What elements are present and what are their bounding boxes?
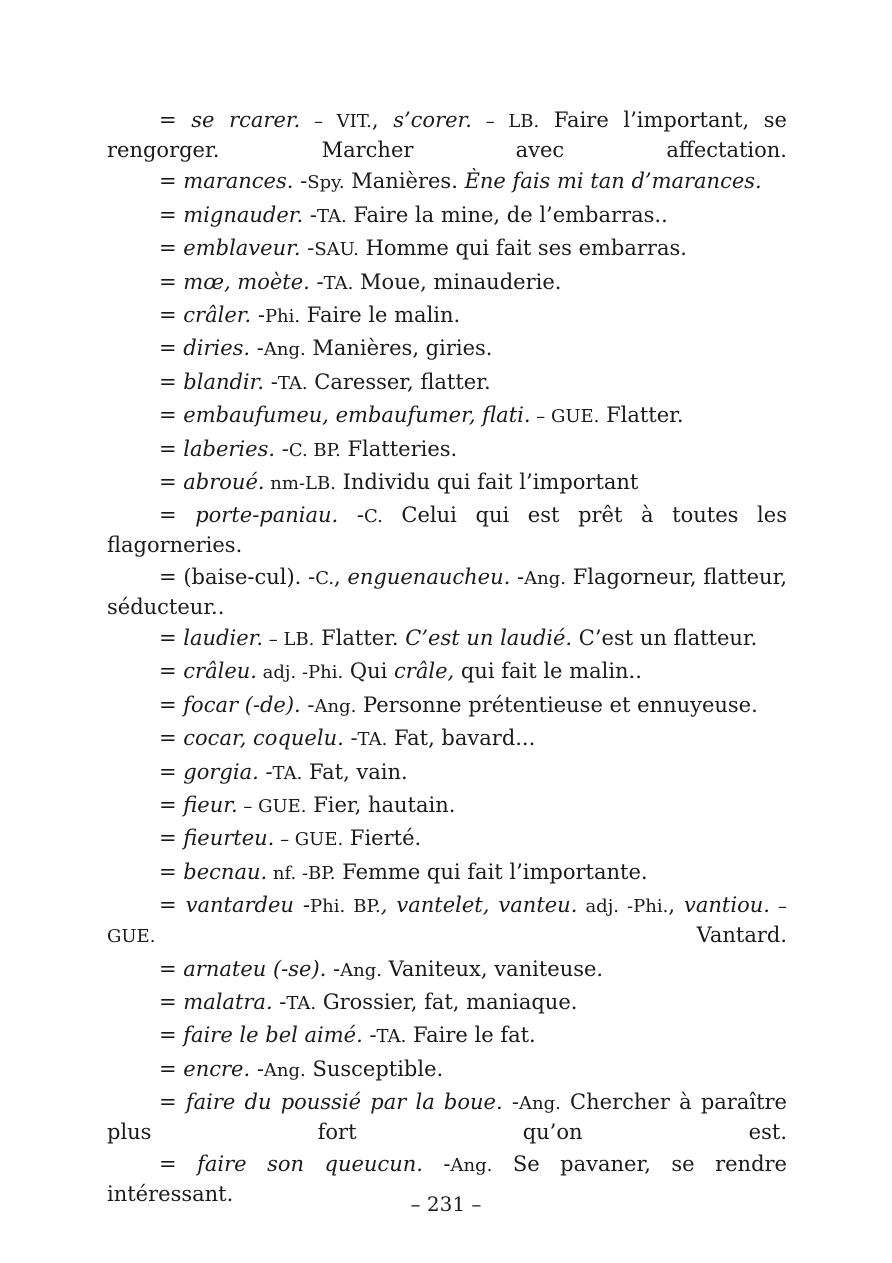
source-abbrev: – LB. bbox=[263, 629, 315, 651]
source-abbrev: – VIT. bbox=[300, 111, 372, 132]
source-abbrev: Ang. bbox=[263, 1059, 306, 1081]
definition-text: Faire l’important, se rengorger. Marcher avec affectation. bbox=[107, 108, 787, 162]
definition-text: Se pavaner, se rendre intéressant. bbox=[107, 1151, 787, 1206]
source-abbrev: Ang. bbox=[314, 695, 357, 717]
dialect-term: cocar, coquelu. bbox=[183, 726, 344, 751]
definition-text: = bbox=[159, 108, 192, 132]
source-abbrev: TA. bbox=[316, 205, 347, 227]
definition-text: - bbox=[343, 726, 358, 751]
glossary-entries bbox=[107, 106, 787, 1211]
definition-text: Caresser, flatter. bbox=[307, 369, 491, 394]
source-abbrev: SAU. bbox=[314, 239, 359, 261]
source-abbrev: TA. bbox=[357, 729, 388, 751]
glossary-entry bbox=[107, 657, 787, 687]
definition-text: Individu qui fait l’important bbox=[335, 469, 639, 494]
glossary-entry bbox=[107, 468, 787, 498]
dialect-term: encre. bbox=[183, 1056, 251, 1081]
dialect-term: faire du poussié par la boue. bbox=[185, 1090, 503, 1115]
definition-text: = bbox=[159, 369, 184, 394]
definition-text: , bbox=[371, 108, 394, 132]
dialect-term: emblaveur. bbox=[183, 236, 301, 261]
definition-text: = bbox=[159, 759, 184, 784]
definition-text: - bbox=[422, 1151, 451, 1176]
dialect-term: laberies. bbox=[183, 436, 276, 461]
definition-text: Moue, minauderie. bbox=[353, 269, 562, 294]
definition-text: - bbox=[362, 1023, 377, 1048]
definition-text: = bbox=[159, 469, 184, 494]
definition-text: Susceptible. bbox=[305, 1056, 444, 1081]
glossary-entry bbox=[107, 167, 787, 197]
glossary-entry bbox=[107, 691, 787, 721]
definition-text: Fat, vain. bbox=[302, 759, 408, 784]
glossary-entry bbox=[107, 201, 787, 231]
definition-text: = bbox=[159, 503, 196, 528]
dialect-term: crâler. bbox=[183, 302, 252, 327]
dialect-term: becnau. bbox=[183, 859, 268, 884]
dialect-term: arnateu (-se). bbox=[183, 956, 327, 981]
dialect-term: laudier. bbox=[183, 626, 264, 651]
definition-text: = bbox=[159, 269, 184, 294]
dialect-term: enguenaucheu. bbox=[347, 564, 511, 589]
definition-text: = bbox=[159, 956, 184, 981]
definition-text: Femme qui fait l’importante. bbox=[335, 859, 648, 884]
source-abbrev: Ang. bbox=[524, 567, 566, 589]
glossary-entry bbox=[107, 988, 787, 1018]
definition-text: - bbox=[326, 956, 341, 981]
definition-text: Celui qui est prêt à toutes les flagorneries. bbox=[107, 503, 787, 558]
definition-text: = bbox=[159, 302, 184, 327]
glossary-entry bbox=[107, 268, 787, 298]
source-abbrev: Phi. bbox=[308, 662, 344, 684]
definition-text: Grossier, fat, maniaque. bbox=[316, 989, 578, 1014]
dialect-term: diries. bbox=[183, 336, 251, 361]
definition-text: = bbox=[159, 1023, 184, 1048]
definition-text: - bbox=[258, 759, 273, 784]
dialect-term: malatra. bbox=[183, 989, 273, 1014]
glossary-entry bbox=[107, 955, 787, 985]
glossary-entry bbox=[107, 368, 787, 398]
definition-text: = bbox=[159, 1056, 184, 1081]
definition-text: = bbox=[159, 236, 184, 261]
glossary-entry bbox=[107, 891, 787, 951]
glossary-entry bbox=[107, 858, 787, 888]
source-abbrev: – GUE. bbox=[107, 896, 787, 948]
source-abbrev: Ang. bbox=[340, 959, 382, 981]
source-abbrev: TA. bbox=[323, 272, 354, 294]
definition-text: - bbox=[293, 893, 311, 918]
definition-text: - bbox=[250, 1056, 264, 1081]
definition-text: = bbox=[159, 893, 186, 918]
definition-text: Fierté. bbox=[343, 826, 422, 851]
definition-text: = bbox=[159, 169, 184, 194]
dialect-term: mœ, moète. bbox=[183, 269, 310, 294]
definition-text: - bbox=[502, 1090, 519, 1115]
source-abbrev: adj. -Phi. bbox=[577, 896, 669, 918]
source-abbrev: – GUE. bbox=[237, 796, 307, 818]
source-abbrev: TA. bbox=[376, 1026, 407, 1048]
definition-text: Personne prétentieuse et ennuyeuse. bbox=[356, 692, 758, 717]
definition-text: - bbox=[293, 169, 308, 194]
definition-text: = bbox=[159, 436, 184, 461]
definition-text: Faire le fat. bbox=[406, 1023, 536, 1048]
dialect-term: marances. bbox=[183, 169, 294, 194]
definition-text: = bbox=[159, 1151, 198, 1176]
dialect-term: C’est un laudié. bbox=[405, 626, 573, 651]
dialect-term: porte-paniau. bbox=[195, 503, 339, 528]
dialect-term: vantardeu bbox=[185, 893, 294, 918]
dialect-term: se rcarer. bbox=[191, 108, 301, 132]
dialect-term: focar (-de). bbox=[183, 692, 301, 717]
definition-text: C’est un flatteur. bbox=[572, 626, 758, 651]
dialect-term: abroué. bbox=[183, 469, 265, 494]
dialect-term: fieur. bbox=[183, 793, 238, 818]
glossary-entry bbox=[107, 563, 787, 621]
source-abbrev: Spy. bbox=[307, 172, 345, 194]
definition-text: , bbox=[334, 564, 348, 589]
dialect-term: gorgia. bbox=[183, 759, 259, 784]
definition-text: Manières, giries. bbox=[305, 336, 493, 361]
dialect-term: mignauder. bbox=[183, 202, 304, 227]
glossary-entry bbox=[107, 791, 787, 821]
source-abbrev: Ang. bbox=[518, 1093, 561, 1115]
dialect-term: crâle, bbox=[394, 659, 455, 684]
definition-text: - bbox=[338, 503, 364, 528]
definition-text: - bbox=[510, 564, 525, 589]
source-abbrev: C. bbox=[315, 567, 335, 589]
definition-text: = bbox=[159, 859, 184, 884]
definition-text: = bbox=[159, 1090, 186, 1115]
dialect-term: faire son queucun. bbox=[197, 1151, 423, 1176]
glossary-entry bbox=[107, 1021, 787, 1051]
source-abbrev: adj. - bbox=[256, 662, 309, 684]
definition-text: - bbox=[300, 236, 315, 261]
source-abbrev: – GUE. bbox=[274, 829, 344, 851]
dialect-term: faire le bel aimé. bbox=[183, 1023, 363, 1048]
definition-text: Qui bbox=[343, 659, 395, 684]
definition-text: = bbox=[159, 726, 184, 751]
definition-text: Vantard. bbox=[155, 923, 787, 948]
glossary-entry bbox=[107, 501, 787, 559]
glossary-entry bbox=[107, 234, 787, 264]
definition-text: Flatteries. bbox=[340, 436, 458, 461]
definition-text: = bbox=[159, 659, 184, 684]
definition-text: Flagorneur, flatteur, séducteur.. bbox=[107, 564, 787, 619]
definition-text: - bbox=[264, 369, 278, 394]
definition-text: - bbox=[250, 336, 264, 361]
definition-text: Fat, bavard... bbox=[387, 726, 536, 751]
definition-text: - bbox=[303, 202, 317, 227]
source-abbrev: C. bbox=[363, 506, 383, 528]
definition-text: = bbox=[159, 336, 184, 361]
definition-text: - bbox=[272, 989, 287, 1014]
definition-text: = (baise-cul). - bbox=[159, 564, 316, 589]
dialect-term: embaufumeu, embaufumer, flati. bbox=[183, 403, 531, 428]
definition-text: = bbox=[159, 826, 184, 851]
definition-text: Homme qui fait ses embarras. bbox=[358, 236, 687, 261]
source-abbrev: BP. bbox=[308, 862, 336, 884]
glossary-entry bbox=[107, 401, 787, 431]
source-abbrev: Phi. BP. bbox=[310, 896, 381, 918]
definition-text: - bbox=[300, 692, 315, 717]
dialect-term: , vantelet, vanteu. bbox=[380, 893, 578, 918]
dialect-term: crâleu. bbox=[183, 659, 257, 684]
definition-text: - bbox=[251, 302, 265, 327]
glossary-entry bbox=[107, 758, 787, 788]
glossary-entry bbox=[107, 334, 787, 364]
glossary-entry bbox=[107, 106, 787, 164]
definition-text: qui fait le malin.. bbox=[454, 659, 642, 684]
definition-text: Faire le malin. bbox=[300, 302, 461, 327]
definition-text: = bbox=[159, 202, 184, 227]
source-abbrev: TA. bbox=[272, 762, 303, 784]
source-abbrev: – GUE. bbox=[530, 406, 600, 428]
glossary-entry bbox=[107, 624, 787, 654]
source-abbrev: TA. bbox=[277, 372, 308, 394]
glossary-entry bbox=[107, 1088, 787, 1146]
dialect-term: Ène fais mi tan d’marances. bbox=[464, 169, 762, 194]
glossary-entry bbox=[107, 724, 787, 754]
dialect-term: blandir. bbox=[183, 369, 265, 394]
source-abbrev: Phi. bbox=[264, 305, 301, 327]
dialect-term: vantiou. bbox=[684, 893, 770, 918]
glossary-entry bbox=[107, 824, 787, 854]
definition-text: Flatter. bbox=[599, 403, 684, 428]
source-abbrev: TA. bbox=[286, 992, 317, 1014]
dialect-term: fieurteu. bbox=[183, 826, 275, 851]
definition-text: Chercher à paraître plus fort qu’on est. bbox=[107, 1090, 787, 1145]
page-number: – 231 – bbox=[410, 1192, 482, 1216]
definition-text: Faire la mine, de l’embarras.. bbox=[346, 202, 668, 227]
definition-text: = bbox=[159, 692, 184, 717]
definition-text: Manières. bbox=[344, 169, 465, 194]
source-abbrev: nf. - bbox=[267, 862, 309, 884]
glossary-entry bbox=[107, 301, 787, 331]
dialect-term: s’corer. bbox=[393, 108, 472, 132]
definition-text: = bbox=[159, 989, 184, 1014]
definition-text: Vaniteux, vaniteuse. bbox=[381, 956, 604, 981]
glossary-entry bbox=[107, 435, 787, 465]
definition-text: - bbox=[309, 269, 324, 294]
definition-text: = bbox=[159, 626, 184, 651]
source-abbrev: – LB. bbox=[471, 111, 540, 132]
definition-text: = bbox=[159, 793, 184, 818]
definition-text: , bbox=[668, 893, 685, 918]
source-abbrev: Ang. bbox=[263, 339, 306, 361]
definition-text: - bbox=[275, 436, 289, 461]
source-abbrev: nm-LB. bbox=[264, 472, 336, 494]
definition-text: Flatter. bbox=[314, 626, 406, 651]
glossary-entry bbox=[107, 1055, 787, 1085]
definition-text: = bbox=[159, 403, 184, 428]
source-abbrev: C. BP. bbox=[288, 439, 341, 461]
definition-text: Fier, hautain. bbox=[306, 793, 456, 818]
source-abbrev: Ang. bbox=[450, 1154, 493, 1176]
